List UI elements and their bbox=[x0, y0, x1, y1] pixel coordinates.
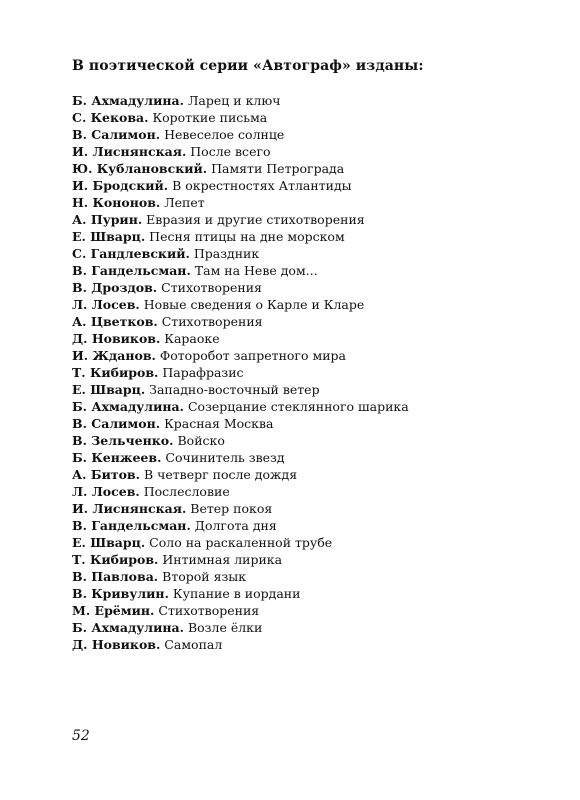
list-item bbox=[72, 296, 409, 313]
author-name: Ю. Кублановский. bbox=[72, 161, 208, 176]
author-name: Е. Шварц. bbox=[72, 382, 146, 397]
book-title: Войско bbox=[173, 433, 225, 448]
author-name: В. Зельченко. bbox=[72, 433, 174, 448]
list-item bbox=[72, 262, 409, 279]
author-name: В. Гандельсман. bbox=[72, 518, 191, 533]
author-name: А. Цветков. bbox=[72, 314, 158, 329]
author-name: Б. Ахмадулина. bbox=[72, 399, 184, 414]
list-item bbox=[72, 517, 409, 534]
list-item bbox=[72, 330, 409, 347]
list-item bbox=[72, 585, 409, 602]
author-name: И. Бродский. bbox=[72, 178, 169, 193]
publication-list bbox=[72, 92, 409, 653]
author-name: Н. Кононов. bbox=[72, 195, 161, 210]
book-title: В окрестностях Атлантиды bbox=[168, 178, 352, 193]
list-item bbox=[72, 126, 409, 143]
book-title: Соло на раскаленной трубе bbox=[145, 535, 333, 550]
book-title: Стихотворения bbox=[157, 280, 262, 295]
list-item bbox=[72, 245, 409, 262]
list-item bbox=[72, 211, 409, 228]
book-title: Возле ёлки bbox=[184, 620, 263, 635]
book-title: Фоторобот запретного мира bbox=[155, 348, 346, 363]
author-name: А. Пурин. bbox=[72, 212, 143, 227]
book-title: Новые сведения о Карле и Кларе bbox=[139, 297, 365, 312]
list-item bbox=[72, 228, 409, 245]
book-title: Лепет bbox=[160, 195, 205, 210]
book-title: Короткие письма bbox=[148, 110, 268, 125]
list-item bbox=[72, 568, 409, 585]
list-item bbox=[72, 92, 409, 109]
book-title: Купание в иордани bbox=[168, 586, 301, 601]
author-name: Л. Лосев. bbox=[72, 484, 140, 499]
author-name: С. Кекова. bbox=[72, 110, 149, 125]
list-item bbox=[72, 483, 409, 500]
author-name: Б. Ахмадулина. bbox=[72, 620, 184, 635]
list-item bbox=[72, 619, 409, 636]
author-name: Б. Кенжеев. bbox=[72, 450, 162, 465]
author-name: С. Гандлевский. bbox=[72, 246, 190, 261]
author-name: В. Дроздов. bbox=[72, 280, 158, 295]
author-name: И. Жданов. bbox=[72, 348, 156, 363]
author-name: Т. Кибиров. bbox=[72, 365, 159, 380]
list-item bbox=[72, 160, 409, 177]
book-title: Стихотворения bbox=[157, 314, 263, 329]
author-name: В. Кривулин. bbox=[72, 586, 169, 601]
author-name: Е. Шварц. bbox=[72, 229, 146, 244]
list-item bbox=[72, 466, 409, 483]
list-item bbox=[72, 177, 409, 194]
book-title: Самопал bbox=[160, 637, 223, 652]
book-title: Долгота дня bbox=[190, 518, 277, 533]
author-name: М. Ерёмин. bbox=[72, 603, 155, 618]
book-title: Второй язык bbox=[158, 569, 247, 584]
book-title: Стихотворения bbox=[154, 603, 260, 618]
list-item bbox=[72, 381, 409, 398]
author-name: Д. Новиков. bbox=[72, 331, 161, 346]
book-title: Парафразис bbox=[158, 365, 244, 380]
list-item bbox=[72, 534, 409, 551]
book-title: Ветер покоя bbox=[186, 501, 273, 516]
book-title: Сочинитель звезд bbox=[161, 450, 285, 465]
book-title: Западно-восточный ветер bbox=[145, 382, 320, 397]
author-name: В. Салимон. bbox=[72, 127, 161, 142]
book-title: Красная Москва bbox=[160, 416, 274, 431]
book-title: После всего bbox=[186, 144, 271, 159]
book-title: Памяти Петрограда bbox=[207, 161, 345, 176]
list-item bbox=[72, 602, 409, 619]
list-item bbox=[72, 432, 409, 449]
author-name: Б. Ахмадулина. bbox=[72, 93, 184, 108]
book-title: Там на Неве дом... bbox=[190, 263, 318, 278]
list-item bbox=[72, 415, 409, 432]
list-item bbox=[72, 500, 409, 517]
list-item bbox=[72, 347, 409, 364]
book-title: Песня птицы на дне морском bbox=[145, 229, 345, 244]
book-title: Ларец и ключ bbox=[184, 93, 281, 108]
author-name: А. Битов. bbox=[72, 467, 140, 482]
author-name: Л. Лосев. bbox=[72, 297, 140, 312]
list-item bbox=[72, 109, 409, 126]
list-item bbox=[72, 279, 409, 296]
list-item bbox=[72, 194, 409, 211]
list-item bbox=[72, 398, 409, 415]
author-name: Е. Шварц. bbox=[72, 535, 146, 550]
list-item bbox=[72, 636, 409, 653]
book-title: Евразия и другие стихотворения bbox=[142, 212, 365, 227]
list-item bbox=[72, 449, 409, 466]
book-title: Караоке bbox=[160, 331, 220, 346]
page-heading: В поэтической серии «Автограф» изданы: bbox=[72, 58, 424, 74]
author-name: В. Салимон. bbox=[72, 416, 161, 431]
book-title: Созерцание стеклянного шарика bbox=[184, 399, 409, 414]
page-number: 52 bbox=[72, 728, 90, 744]
book-title: Праздник bbox=[189, 246, 260, 261]
author-name: И. Лиснянская. bbox=[72, 144, 187, 159]
author-name: И. Лиснянская. bbox=[72, 501, 187, 516]
author-name: В. Павлова. bbox=[72, 569, 159, 584]
list-item bbox=[72, 313, 409, 330]
book-title: Интимная лирика bbox=[158, 552, 283, 567]
book-title: Послесловие bbox=[139, 484, 230, 499]
author-name: Т. Кибиров. bbox=[72, 552, 159, 567]
book-title: Невеселое солнце bbox=[160, 127, 285, 142]
list-item bbox=[72, 551, 409, 568]
list-item bbox=[72, 364, 409, 381]
author-name: В. Гандельсман. bbox=[72, 263, 191, 278]
book-title: В четверг после дождя bbox=[139, 467, 298, 482]
author-name: Д. Новиков. bbox=[72, 637, 161, 652]
list-item bbox=[72, 143, 409, 160]
